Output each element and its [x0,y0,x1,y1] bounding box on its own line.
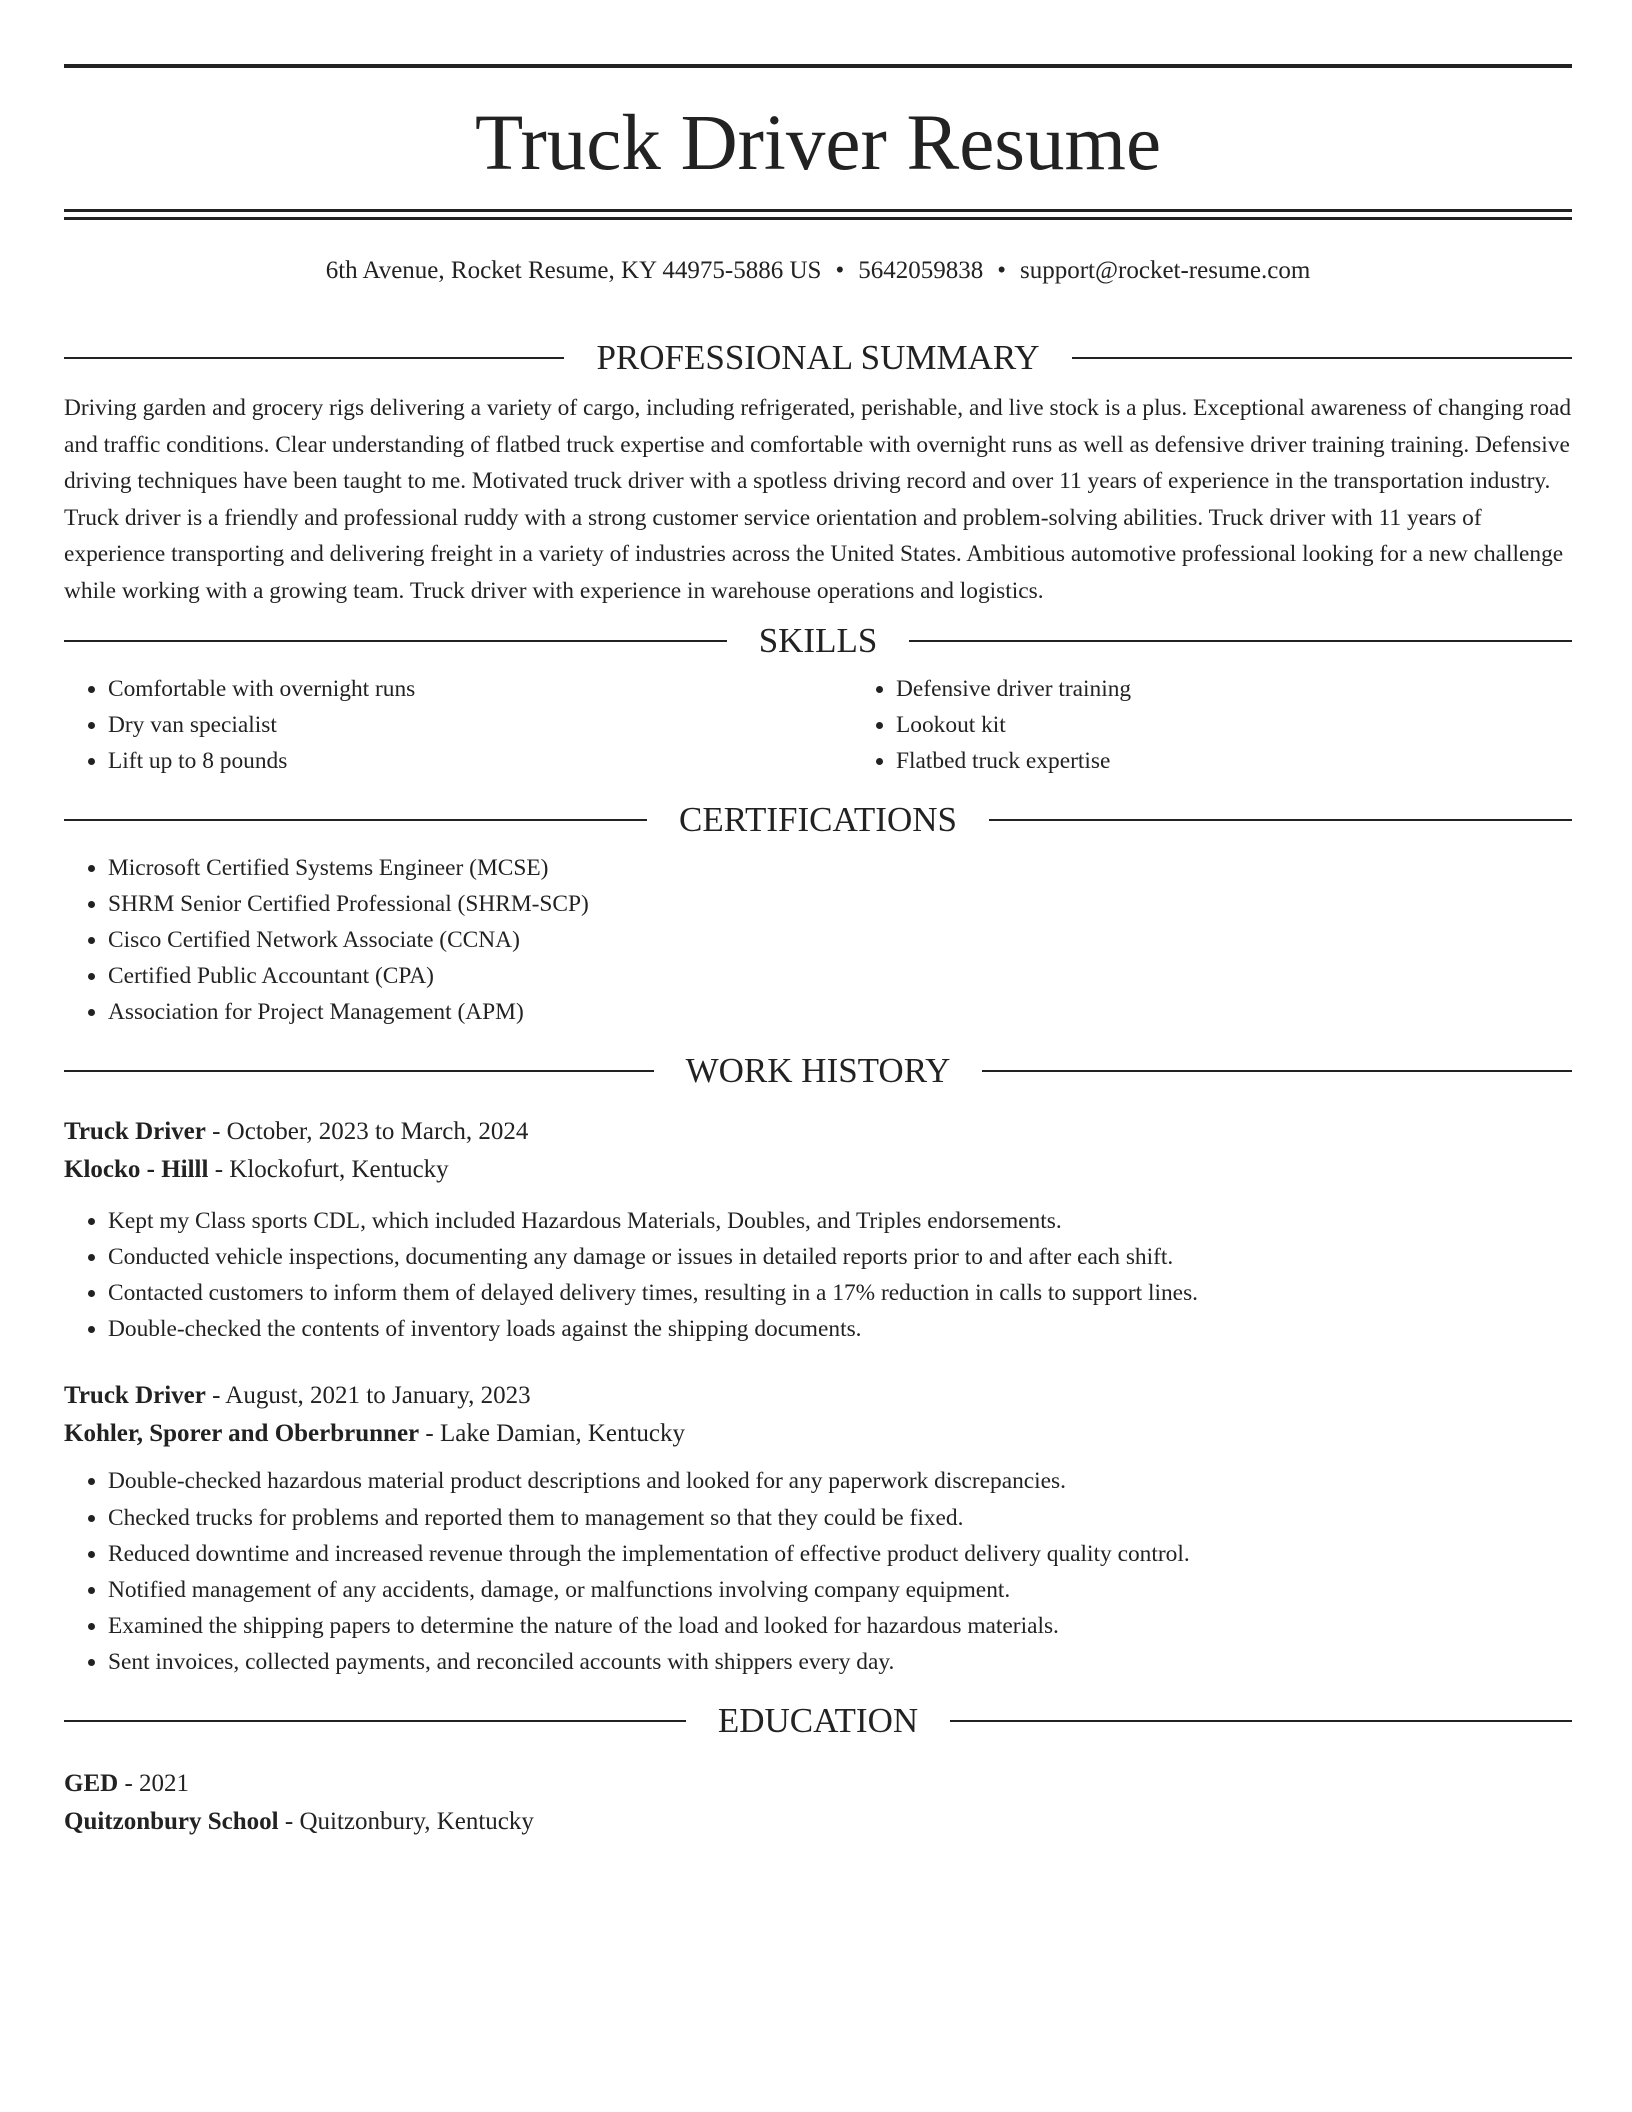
heading-rule [64,819,647,821]
summary-heading-label: PROFESSIONAL SUMMARY [596,338,1040,377]
job-duty: • Examined the shipping papers to determine the nature of the load and looked for hazardous materials. [108,1608,1572,1644]
certification-item: • Microsoft Certified Systems Engineer (MCSE) [108,850,1572,886]
contact-phone: 5642059838 [858,257,984,284]
contact-separator: • [835,257,845,284]
job-company: Kohler, Sporer and Oberbrunner [64,1420,420,1448]
certifications-heading-label: CERTIFICATIONS [679,799,957,839]
education-degree-line [64,1765,1572,1803]
contact-address: 6th Avenue, Rocket Resume, KY 44975-5886 US [325,257,822,284]
education-year: - 2021 [118,1769,190,1797]
job-duty: • Double-checked the contents of inventory loads against the shipping documents. [108,1311,1572,1347]
job-location: - Klockofurt, Kentucky [208,1155,449,1183]
skills-heading-label: SKILLS [758,621,878,660]
skills-grid [64,671,1572,780]
skills-list-right [852,671,1632,780]
job-duty: • Reduced downtime and increased revenue through the implementation of effective product delivery quality control. [108,1536,1572,1572]
job-location: - Lake Damian, Kentucky [419,1420,686,1448]
job-duty: • Double-checked hazardous material product descriptions and looked for any paperwork discrepancies. [108,1463,1572,1499]
work-heading-label: WORK HISTORY [685,1050,951,1090]
heading-rule [64,1720,686,1722]
contact-line [64,256,1572,296]
summary-heading [64,338,1572,378]
job-duty: • Checked trucks for problems and reported them to management so that they could be fixed. [108,1500,1572,1536]
certifications-heading [64,800,1572,840]
job-duties-list [64,1203,1572,1348]
skill-item: • Lift up to 8 pounds [108,743,852,779]
certification-item: • Certified Public Accountant (CPA) [108,958,1572,994]
heading-rule [1072,357,1572,359]
certification-item: • SHRM Senior Certified Professional (SHRM-SCP) [108,886,1572,922]
heading-rule [64,1070,654,1072]
education-heading-label: EDUCATION [717,1700,919,1740]
certifications-list [64,850,1572,1031]
skill-item: • Defensive driver training [896,671,1632,707]
heading-rule [909,640,1572,642]
skill-item: • Comfortable with overnight runs [108,671,852,707]
heading-rule [982,1070,1572,1072]
job-entry [64,1377,1572,1680]
job-duty: • Kept my Class sports CDL, which included Hazardous Materials, Doubles, and Triples endorsements. [108,1203,1572,1239]
job-duty: • Notified management of any accidents, damage, or malfunctions involving company equipment. [108,1572,1572,1608]
job-duties-list [64,1463,1572,1680]
resume-page [64,64,1572,1841]
job-role: Truck Driver [64,1117,206,1145]
heading-rule [989,819,1572,821]
job-duty: • Sent invoices, collected payments, and reconciled accounts with shippers every day. [108,1644,1572,1680]
education-entry [64,1765,1572,1841]
contact-email: support@rocket-resume.com [1020,257,1311,284]
job-company-line [64,1151,1572,1189]
job-duty: • Conducted vehicle inspections, documenting any damage or issues in detailed reports prior to and after each shift. [108,1239,1572,1275]
skill-item: • Lookout kit [896,707,1632,743]
skills-list-left [64,671,852,780]
work-heading [64,1051,1572,1091]
resume-title: Truck Driver Resume [474,100,1162,187]
job-entry [64,1113,1572,1348]
education-heading [64,1701,1572,1741]
skill-item: • Dry van specialist [108,707,852,743]
education-location: - Quitzonbury, Kentucky [278,1807,534,1835]
certification-item: • Cisco Certified Network Associate (CCNA) [108,922,1572,958]
education-school: Quitzonbury School [64,1807,279,1835]
summary-text: Driving garden and grocery rigs delivering a variety of cargo, including refrigerated, perishable, and live stock is a plus. Exceptional awareness of changing road and traffic conditions. Clear understanding of flatbed truck expertise and comfortable with overnight runs as well as defensive driver training training. Defensive driving techniques have been taught to me. Motivated truck driver with a spotless driving record and over 11 years of experience in the transportation industry. Truck driver is a friendly and professional ruddy with a strong customer service orientation and problem-solving abilities. Truck driver with 11 years of experience transporting and delivering freight in a variety of industries across the United States. Ambitious automotive professional looking for a new challenge while working with a growing team. Truck driver with experience in warehouse operations and logistics. [64,395,1572,604]
certification-item: • Association for Project Management (APM) [108,994,1572,1030]
top-rule [64,64,1572,68]
title-double-rule [64,209,1572,220]
contact-separator: • [997,257,1006,284]
education-school-line [64,1803,1572,1841]
skill-item: • Flatbed truck expertise [896,743,1632,779]
job-dates: - August, 2021 to January, 2023 [205,1382,531,1410]
job-title-line [64,1113,1572,1151]
job-role: Truck Driver [64,1382,206,1410]
skills-heading [64,621,1572,661]
heading-rule [64,357,564,359]
job-company: Klocko - Hilll [64,1155,209,1183]
job-title-line [64,1377,1572,1415]
job-duty: • Contacted customers to inform them of delayed delivery times, resulting in a 17% reduction in calls to support lines. [108,1275,1572,1311]
heading-rule [950,1720,1572,1722]
job-dates: - October, 2023 to March, 2024 [205,1117,529,1145]
education-degree: GED [64,1769,119,1797]
job-company-line [64,1415,1572,1453]
heading-rule [64,640,727,642]
